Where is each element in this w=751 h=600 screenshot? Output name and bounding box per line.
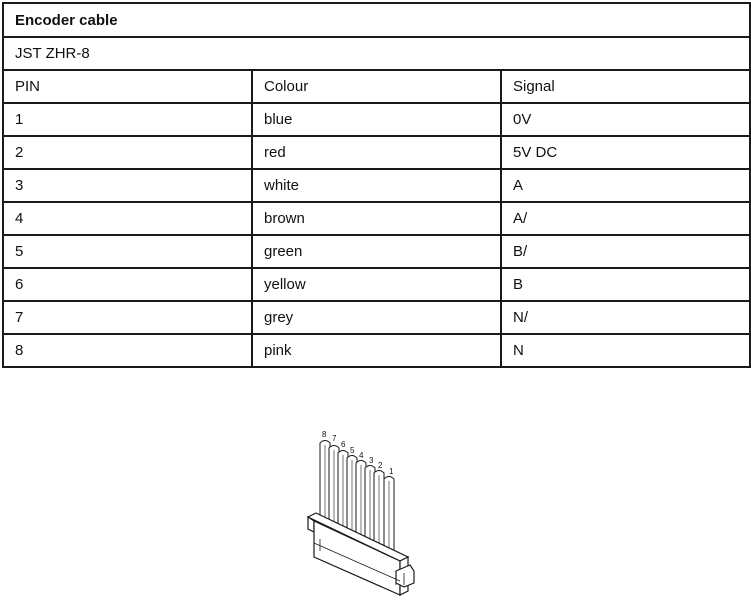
colour-cell: green	[252, 235, 501, 268]
header-pin: PIN	[3, 70, 252, 103]
pin-label-2: 2	[378, 461, 383, 470]
pin-cell: 1	[3, 103, 252, 136]
colour-cell: grey	[252, 301, 501, 334]
encoder-cable-table	[2, 2, 751, 368]
signal-cell: B/	[501, 235, 750, 268]
pin-cell: 5	[3, 235, 252, 268]
pin-cell: 2	[3, 136, 252, 169]
connector-type: JST ZHR-8	[3, 37, 750, 70]
pin-cell: 6	[3, 268, 252, 301]
pin-label-6: 6	[341, 440, 346, 449]
signal-cell: A	[501, 169, 750, 202]
pin-cell: 4	[3, 202, 252, 235]
colour-cell: red	[252, 136, 501, 169]
signal-cell: 5V DC	[501, 136, 750, 169]
pin-label-7: 7	[332, 434, 337, 443]
pin-cell: 3	[3, 169, 252, 202]
pin-label-1: 1	[389, 467, 394, 476]
pin-label-3: 3	[369, 456, 374, 465]
signal-cell: A/	[501, 202, 750, 235]
table-row	[3, 202, 750, 235]
connector-diagram	[300, 425, 430, 600]
table-row	[3, 136, 750, 169]
pin-cell: 8	[3, 334, 252, 367]
pin-cell: 7	[3, 301, 252, 334]
title-row	[3, 3, 750, 37]
signal-cell: N	[501, 334, 750, 367]
colour-cell: yellow	[252, 268, 501, 301]
table-row	[3, 268, 750, 301]
table-row	[3, 103, 750, 136]
signal-cell: N/	[501, 301, 750, 334]
table-row	[3, 301, 750, 334]
table-row	[3, 235, 750, 268]
colour-cell: white	[252, 169, 501, 202]
pin-label-5: 5	[350, 446, 355, 455]
signal-cell: B	[501, 268, 750, 301]
connector-row	[3, 37, 750, 70]
table-row	[3, 169, 750, 202]
colour-cell: pink	[252, 334, 501, 367]
header-signal: Signal	[501, 70, 750, 103]
jst-connector-drawing	[300, 425, 430, 600]
signal-cell: 0V	[501, 103, 750, 136]
header-colour: Colour	[252, 70, 501, 103]
table-row	[3, 334, 750, 367]
colour-cell: blue	[252, 103, 501, 136]
table-title: Encoder cable	[3, 3, 750, 37]
colour-cell: brown	[252, 202, 501, 235]
pin-label-4: 4	[359, 451, 364, 460]
pin-label-8: 8	[322, 430, 327, 439]
header-row	[3, 70, 750, 103]
